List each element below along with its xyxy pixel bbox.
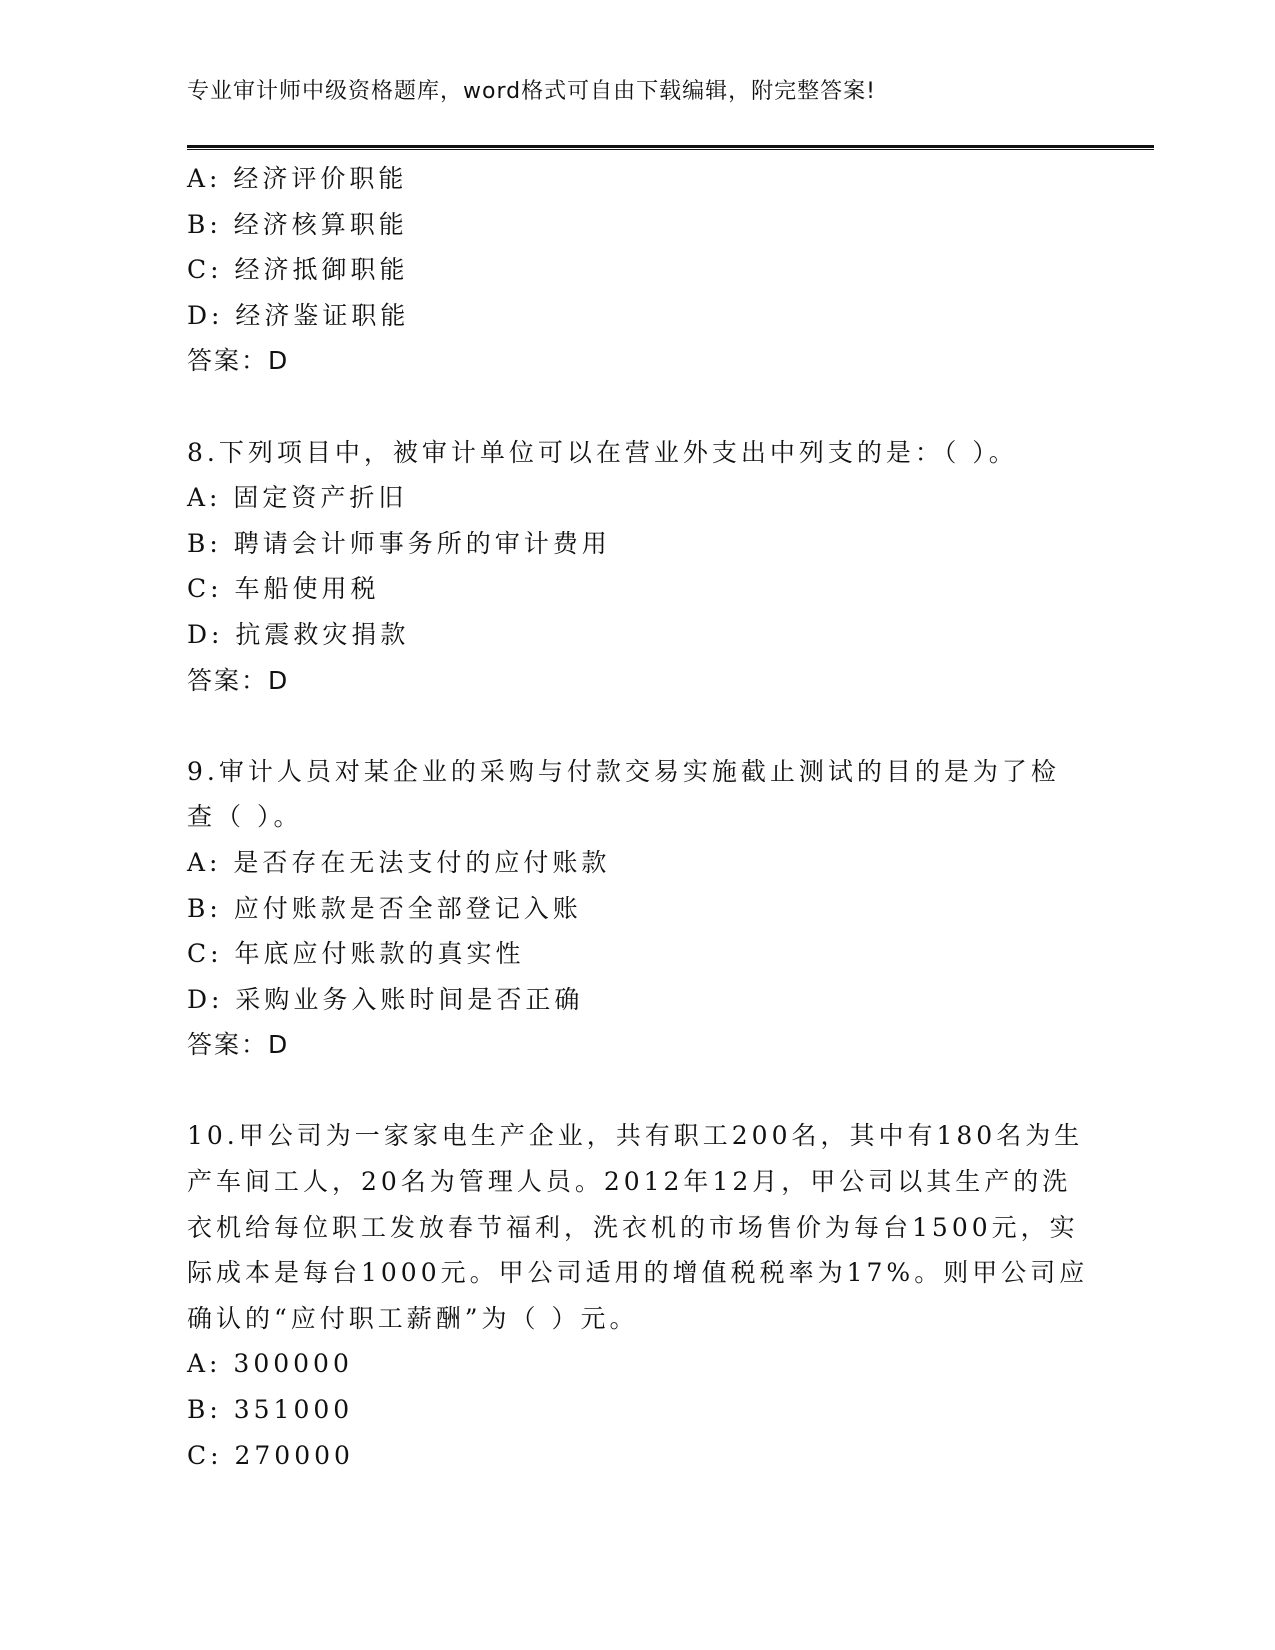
question-block-10 bbox=[187, 1113, 1087, 1478]
option-d: D: 抗震救灾捐款 bbox=[187, 619, 410, 649]
answer-line: 答案：D bbox=[187, 346, 290, 376]
option-a: A: 固定资产折旧 bbox=[187, 483, 408, 513]
answer-line: 答案：D bbox=[187, 665, 290, 695]
spacer bbox=[187, 384, 1087, 430]
question-text: 10.甲公司为一家家电生产企业，共有职工200名，其中有180名为生 bbox=[187, 1121, 1084, 1151]
option-d: D: 采购业务入账时间是否正确 bbox=[187, 984, 584, 1014]
spacer bbox=[187, 1068, 1087, 1114]
spacer bbox=[187, 703, 1087, 749]
option-c: C: 270000 bbox=[187, 1440, 354, 1470]
question-text: 9.审计人员对某企业的采购与付款交易实施截止测试的目的是为了检 bbox=[187, 756, 1060, 786]
option-a: A: 经济评价职能 bbox=[187, 164, 408, 193]
page-header: 专业审计师中级资格题库，word格式可自由下载编辑，附完整答案! bbox=[187, 79, 876, 104]
question-block-8 bbox=[187, 430, 1087, 704]
option-b: B: 351000 bbox=[187, 1395, 354, 1425]
question-block-9 bbox=[187, 749, 1087, 1068]
question-block-7 bbox=[187, 156, 1087, 384]
option-b: B: 应付账款是否全部登记入账 bbox=[187, 893, 582, 923]
option-b: B: 经济核算职能 bbox=[187, 209, 408, 239]
option-a: A: 300000 bbox=[187, 1349, 353, 1379]
question-list bbox=[187, 156, 1087, 1478]
option-c: C: 车船使用税 bbox=[187, 574, 380, 604]
question-text: 确认的“应付职工薪酬”为（ ）元。 bbox=[187, 1303, 639, 1333]
option-b: B: 聘请会计师事务所的审计费用 bbox=[187, 528, 611, 558]
header-rule bbox=[187, 145, 1154, 148]
question-text: 产车间工人，20名为管理人员。2012年12月，甲公司以其生产的洗 bbox=[187, 1167, 1072, 1197]
option-c: C: 年底应付账款的真实性 bbox=[187, 939, 525, 969]
question-text: 8.下列项目中，被审计单位可以在营业外支出中列支的是：（ ）。 bbox=[187, 437, 1018, 467]
question-text: 衣机给每位职工发放春节福利，洗衣机的市场售价为每台1500元，实 bbox=[187, 1212, 1079, 1242]
question-text: 查（ ）。 bbox=[187, 802, 303, 832]
answer-line: 答案：D bbox=[187, 1030, 290, 1060]
option-a: A: 是否存在无法支付的应付账款 bbox=[187, 847, 611, 877]
option-c: C: 经济抵御职能 bbox=[187, 255, 409, 285]
question-text: 际成本是每台1000元。甲公司适用的增值税税率为17%。则甲公司应 bbox=[187, 1258, 1089, 1288]
option-d: D: 经济鉴证职能 bbox=[187, 300, 410, 330]
